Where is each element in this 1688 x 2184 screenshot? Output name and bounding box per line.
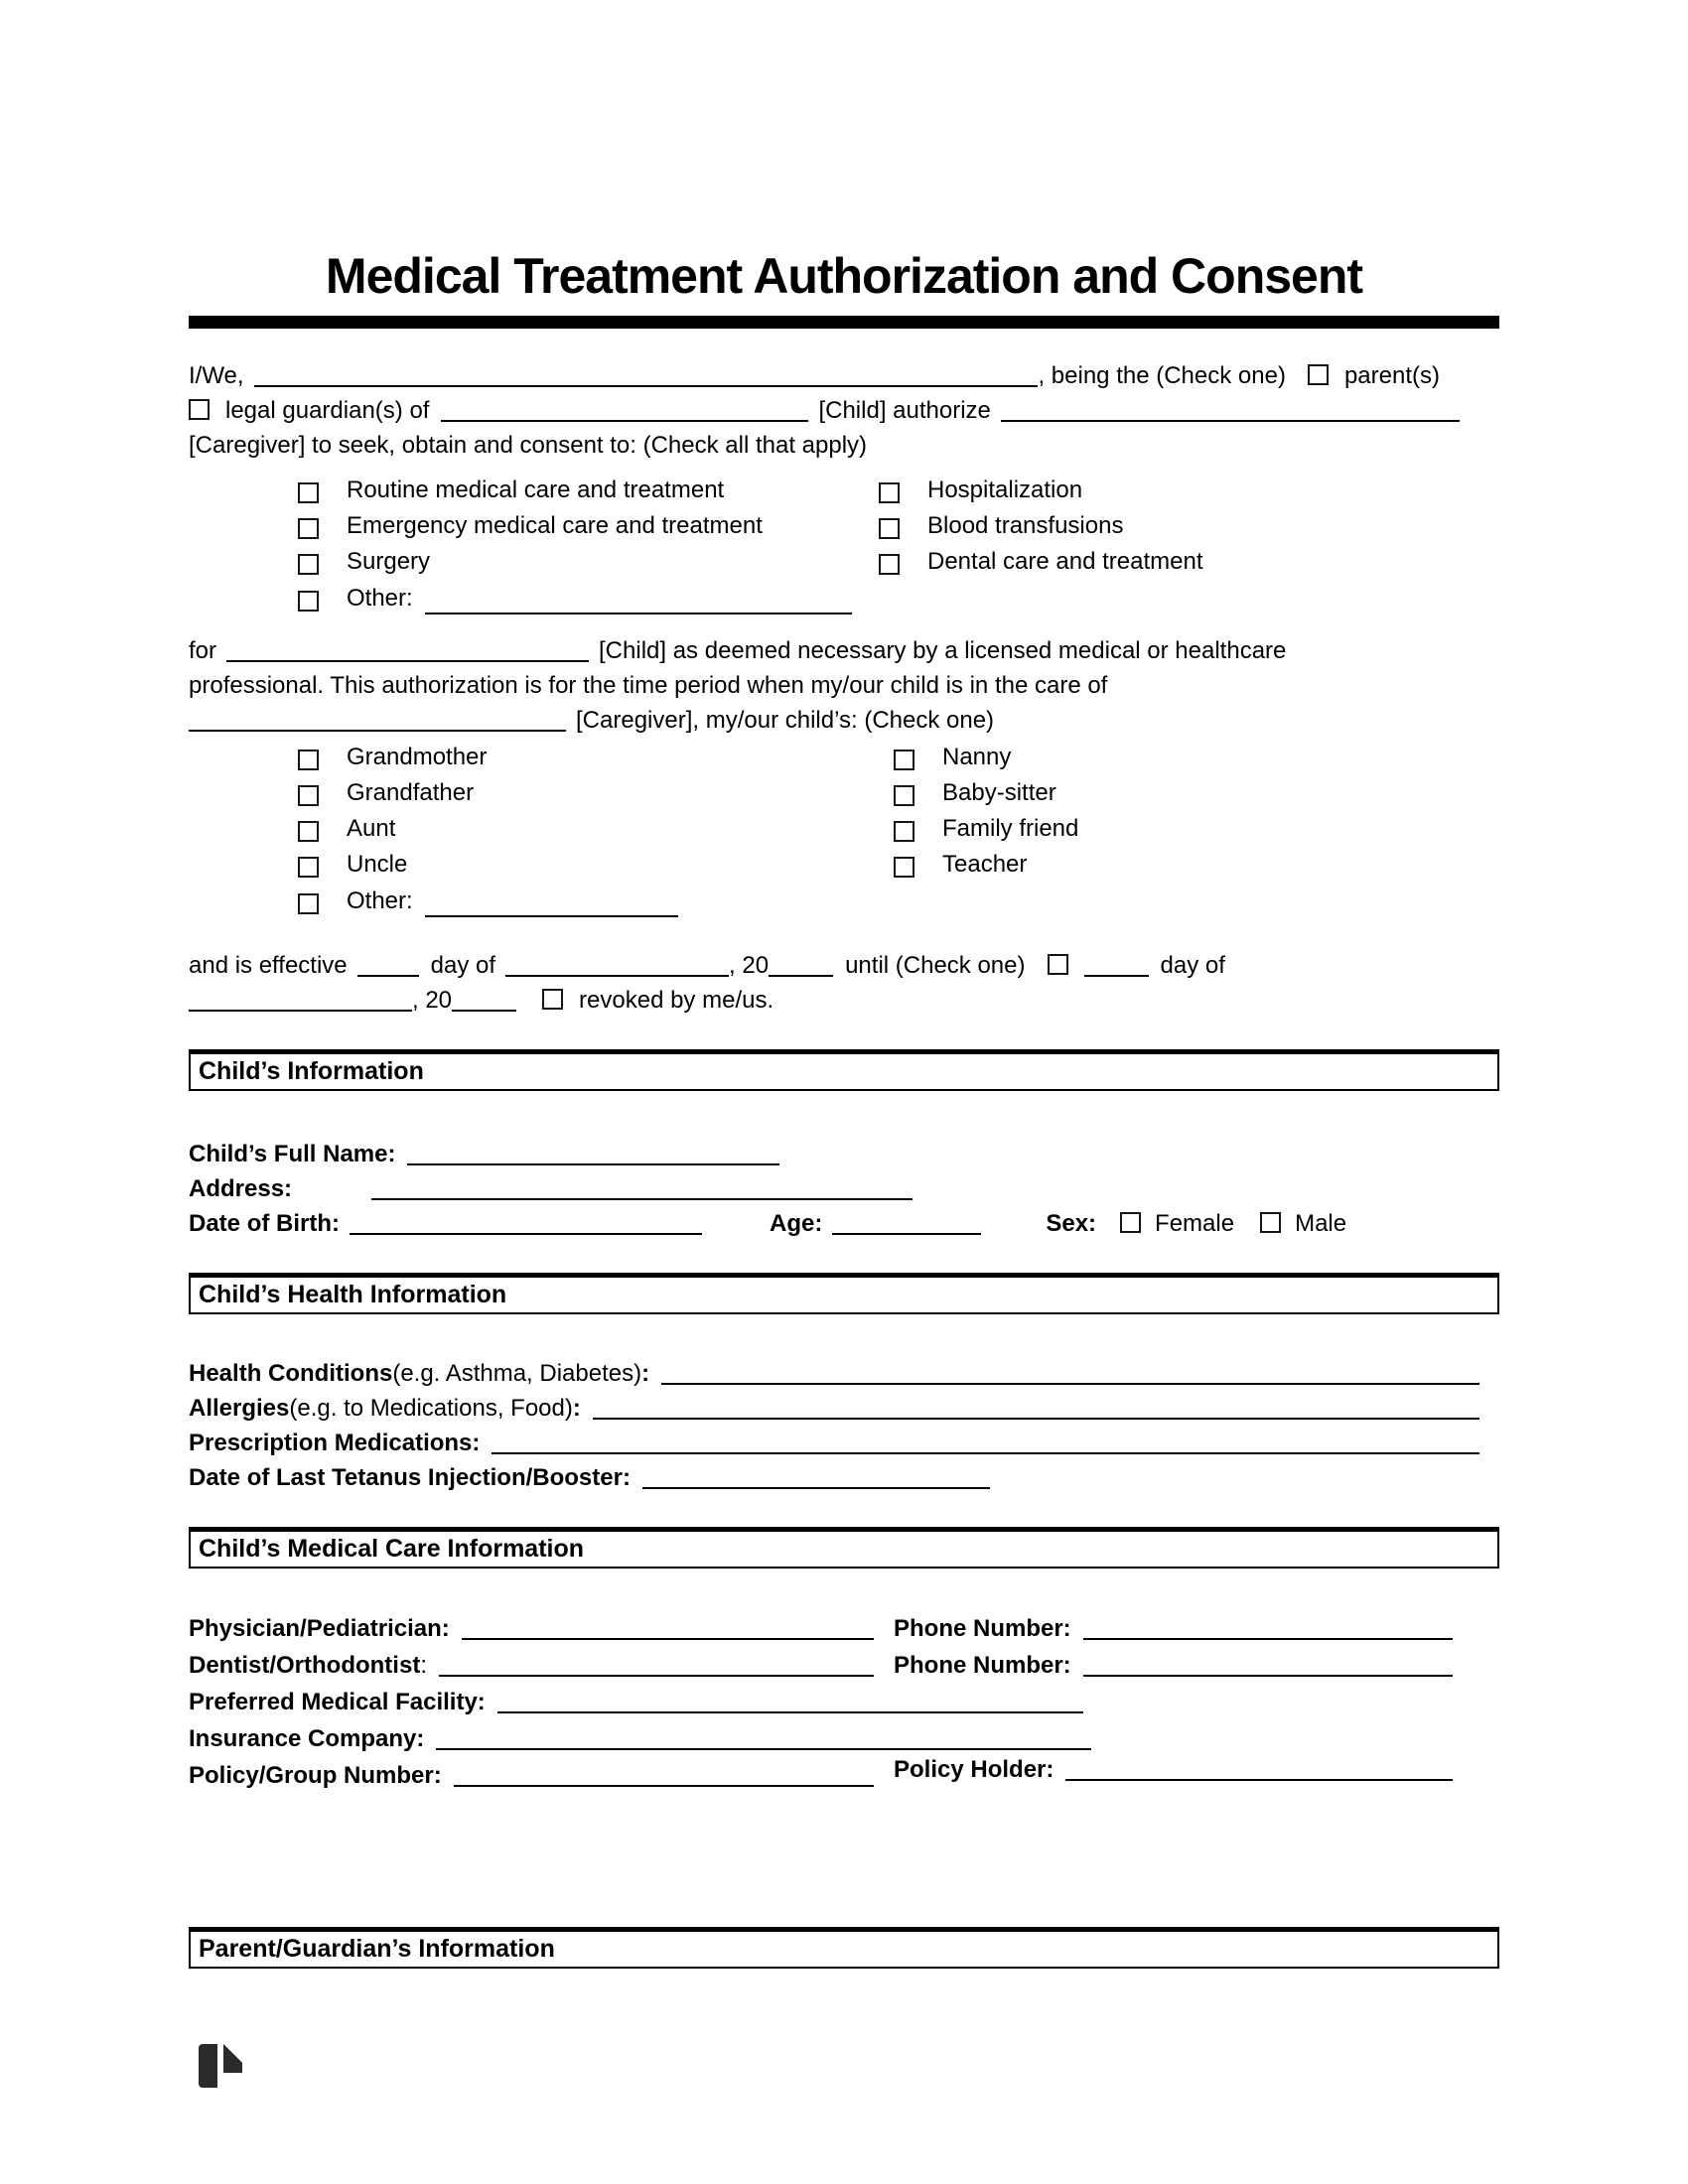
- for-clause-line-1: [189, 633, 1499, 668]
- for-clause-line-2: [189, 668, 1499, 703]
- emergency-medical-care-label: Emergency medical care and treatment: [347, 512, 763, 539]
- blank-until-year[interactable]: [452, 988, 516, 1012]
- health-conditions-label: Health Conditions: [189, 1360, 393, 1387]
- caregiver-clause-label: [Caregiver] to seek, obtain and consent to: (Check all that apply): [189, 432, 868, 459]
- child-full-name-label: Child’s Full Name:: [189, 1141, 396, 1167]
- relation-row-1: [298, 740, 1499, 775]
- policy-holder-label: Policy Holder:: [894, 1756, 1055, 1783]
- surgery-label: Surgery: [347, 548, 431, 575]
- blank-policy-holder[interactable]: [1065, 1757, 1453, 1781]
- blank-child-full-name[interactable]: [407, 1142, 779, 1165]
- for-label: for: [189, 637, 217, 664]
- checkbox-emergency-medical-care[interactable]: [298, 518, 319, 539]
- checkbox-hospitalization[interactable]: [879, 482, 900, 503]
- allergies-hint: (e.g. to Medications, Food): [289, 1395, 573, 1422]
- intro-we-label: I/We,: [189, 362, 244, 389]
- physician-col: [189, 1610, 894, 1647]
- blank-effective-month[interactable]: [505, 953, 729, 977]
- document-content: [189, 0, 1499, 2088]
- checkbox-grandfather[interactable]: [298, 785, 319, 806]
- relation-right-1: [894, 744, 1011, 771]
- relationship-options: [189, 740, 1499, 920]
- legal-templates-logo-icon: [199, 2044, 242, 2088]
- checkbox-male[interactable]: [1260, 1212, 1281, 1233]
- phone-number-label-1: Phone Number:: [894, 1615, 1071, 1642]
- dental-care-label: Dental care and treatment: [927, 548, 1203, 575]
- effective-line-1: [189, 948, 1499, 983]
- address-row: [189, 1171, 1499, 1206]
- family-friend-label: Family friend: [942, 815, 1079, 842]
- dob-label: Date of Birth:: [189, 1210, 340, 1237]
- blank-caregiver-name[interactable]: [1001, 398, 1460, 422]
- age-label: Age:: [770, 1210, 823, 1237]
- blank-effective-day[interactable]: [357, 953, 419, 977]
- consent-right-2: [879, 512, 1123, 540]
- relation-row-2: [298, 775, 1499, 811]
- policy-number-label: Policy/Group Number:: [189, 1762, 442, 1789]
- after-child-label: [Child] as deemed necessary by a licensed medical or healthcare: [599, 637, 1287, 664]
- checkbox-consent-other[interactable]: [298, 591, 319, 612]
- relation-row-4: [298, 847, 1499, 883]
- uncle-label: Uncle: [347, 851, 408, 878]
- hospitalization-label: Hospitalization: [927, 477, 1083, 503]
- policy-row: [189, 1757, 1499, 1794]
- blank-until-month[interactable]: [189, 988, 412, 1012]
- dentist-phone-col: [894, 1647, 1499, 1684]
- child-authorize-label: [Child] authorize: [818, 397, 991, 424]
- nanny-label: Nanny: [942, 744, 1012, 770]
- blank-for-child-name[interactable]: [226, 638, 589, 662]
- allergies-row: [189, 1391, 1499, 1426]
- relation-left-2: [298, 779, 894, 807]
- female-label: Female: [1155, 1210, 1235, 1237]
- parents-label: parent(s): [1343, 362, 1440, 389]
- checkbox-revoked[interactable]: [542, 989, 563, 1010]
- for-clause-line2-label: professional. This authorization is for the time period when my/our child is in the care of: [189, 672, 1108, 699]
- effective-comma-20-1: , 20: [729, 952, 770, 979]
- blank-medications[interactable]: [492, 1431, 1479, 1454]
- blank-address[interactable]: [371, 1176, 913, 1200]
- blank-child-name[interactable]: [441, 398, 808, 422]
- consent-row-1: [298, 473, 1499, 508]
- blank-allergies[interactable]: [593, 1396, 1479, 1420]
- effective-pre-label: and is effective: [189, 952, 348, 979]
- after-caregiver-label: [Caregiver], my/our child’s: (Check one): [576, 707, 995, 734]
- section-child-information: Child’s Information: [189, 1049, 1499, 1091]
- blank-dob[interactable]: [350, 1211, 702, 1235]
- checkbox-female[interactable]: [1120, 1212, 1141, 1233]
- blank-health-conditions[interactable]: [661, 1361, 1479, 1385]
- checkbox-uncle[interactable]: [298, 857, 319, 878]
- aunt-label: Aunt: [347, 815, 396, 842]
- consent-left-2: [298, 512, 879, 540]
- intro-line-2: [189, 393, 1499, 428]
- physician-row: [189, 1610, 1499, 1647]
- for-clause-line-3: [189, 703, 1499, 738]
- checkbox-relation-other[interactable]: [298, 893, 319, 914]
- revoked-label: revoked by me/us.: [579, 987, 774, 1014]
- blank-facility[interactable]: [497, 1690, 1083, 1713]
- consent-row-3: [298, 544, 1499, 580]
- blank-consent-other[interactable]: [425, 591, 852, 614]
- checkbox-dental-care[interactable]: [879, 554, 900, 575]
- title-underline: [189, 316, 1499, 329]
- blank-caregiver-name-2[interactable]: [189, 708, 566, 732]
- routine-medical-care-label: Routine medical care and treatment: [347, 477, 725, 503]
- blank-policy-number[interactable]: [454, 1763, 874, 1787]
- effective-day-of-label-1: day of: [430, 952, 496, 979]
- baby-sitter-label: Baby-sitter: [942, 779, 1056, 806]
- health-conditions-row: [189, 1356, 1499, 1391]
- medications-label: Prescription Medications:: [189, 1430, 481, 1456]
- effective-paragraph: [189, 948, 1499, 1018]
- for-clause-paragraph: [189, 633, 1499, 738]
- relation-row-3: [298, 811, 1499, 847]
- phone-number-label-2: Phone Number:: [894, 1652, 1071, 1679]
- blank-effective-year[interactable]: [769, 953, 833, 977]
- allergies-label: Allergies: [189, 1395, 290, 1422]
- relation-left-other: [298, 887, 894, 915]
- physician-label: Physician/Pediatrician:: [189, 1615, 450, 1642]
- checkbox-routine-medical-care[interactable]: [298, 482, 319, 503]
- effective-day-of-label-2: day of: [1160, 952, 1225, 979]
- blank-until-day[interactable]: [1084, 953, 1149, 977]
- relation-left-4: [298, 851, 894, 879]
- blank-dentist[interactable]: [439, 1653, 874, 1677]
- legal-templates-logo: [199, 2044, 242, 2088]
- address-label: Address:: [189, 1175, 293, 1202]
- checkbox-legal-guardian[interactable]: [189, 399, 210, 420]
- section-child-health-information: Child’s Health Information: [189, 1273, 1499, 1314]
- intro-line-3: [189, 428, 1499, 463]
- checkbox-baby-sitter[interactable]: [894, 785, 914, 806]
- consent-left-3: [298, 548, 879, 576]
- checkbox-nanny[interactable]: [894, 750, 914, 770]
- relation-other-label: Other:: [347, 887, 413, 914]
- until-label: until (Check one): [845, 952, 1026, 979]
- blank-tetanus-date[interactable]: [642, 1465, 990, 1489]
- consent-row-other: [298, 580, 1499, 617]
- dob-row: [189, 1206, 1499, 1241]
- dentist-row: [189, 1647, 1499, 1684]
- grandfather-label: Grandfather: [347, 779, 475, 806]
- blank-insurance[interactable]: [436, 1726, 1091, 1750]
- relation-row-other: [298, 883, 1499, 920]
- consent-right-1: [879, 477, 1082, 504]
- intro-paragraph: [189, 358, 1499, 463]
- blank-phone-1[interactable]: [1083, 1616, 1453, 1640]
- blank-phone-2[interactable]: [1083, 1653, 1453, 1677]
- consent-left-1: [298, 477, 879, 504]
- facility-label: Preferred Medical Facility:: [189, 1689, 486, 1715]
- intro-being-label: , being the (Check one): [1038, 362, 1286, 389]
- blank-age[interactable]: [832, 1211, 981, 1235]
- care-info-fields: [189, 1610, 1499, 1794]
- section-child-medical-care-information: Child’s Medical Care Information: [189, 1527, 1499, 1569]
- relation-right-4: [894, 851, 1027, 879]
- facility-row: [189, 1684, 1499, 1720]
- policy-holder-col: [894, 1751, 1499, 1788]
- effective-line-2: [189, 983, 1499, 1018]
- consent-options: [189, 473, 1499, 617]
- relation-left-3: [298, 815, 894, 843]
- consent-right-3: [879, 548, 1203, 576]
- checkbox-parents[interactable]: [1308, 364, 1329, 385]
- sex-label: Sex:: [1046, 1210, 1097, 1237]
- health-conditions-hint: (e.g. Asthma, Diabetes): [392, 1360, 642, 1387]
- child-info-fields: [189, 1137, 1499, 1241]
- page-title: Medical Treatment Authorization and Consent: [325, 248, 1363, 304]
- male-label: Male: [1295, 1210, 1347, 1237]
- blank-relation-other[interactable]: [425, 893, 678, 917]
- allergies-colon: :: [572, 1395, 581, 1422]
- relation-left-1: [298, 744, 894, 771]
- relation-right-3: [894, 815, 1078, 843]
- relation-right-2: [894, 779, 1056, 807]
- insurance-label: Insurance Company:: [189, 1725, 425, 1752]
- child-full-name-row: [189, 1137, 1499, 1171]
- effective-comma-20-2: , 20: [412, 987, 453, 1014]
- consent-row-2: [298, 508, 1499, 544]
- checkbox-grandmother[interactable]: [298, 750, 319, 770]
- tetanus-label: Date of Last Tetanus Injection/Booster:: [189, 1464, 631, 1491]
- policy-number-col: [189, 1757, 894, 1794]
- checkbox-surgery[interactable]: [298, 554, 319, 575]
- physician-phone-col: [894, 1610, 1499, 1647]
- blank-we-names[interactable]: [254, 363, 1039, 387]
- grandmother-label: Grandmother: [347, 744, 488, 770]
- tetanus-row: [189, 1460, 1499, 1495]
- checkbox-until-date[interactable]: [1048, 954, 1068, 975]
- health-info-fields: [189, 1356, 1499, 1495]
- teacher-label: Teacher: [942, 851, 1028, 878]
- health-conditions-colon: :: [641, 1360, 650, 1387]
- checkbox-teacher[interactable]: [894, 857, 914, 878]
- checkbox-aunt[interactable]: [298, 821, 319, 842]
- blood-transfusions-label: Blood transfusions: [927, 512, 1124, 539]
- dentist-colon: :: [420, 1652, 427, 1679]
- blank-physician[interactable]: [462, 1616, 874, 1640]
- section-parent-guardian-information: Parent/Guardian’s Information: [189, 1927, 1499, 1969]
- checkbox-blood-transfusions[interactable]: [879, 518, 900, 539]
- dentist-label: Dentist/Orthodontist: [189, 1652, 421, 1679]
- checkbox-family-friend[interactable]: [894, 821, 914, 842]
- intro-line-1: [189, 358, 1499, 393]
- medications-row: [189, 1426, 1499, 1460]
- consent-other-label: Other:: [347, 585, 413, 612]
- dentist-col: [189, 1647, 894, 1684]
- consent-left-other: [298, 585, 879, 613]
- legal-guardian-label: legal guardian(s) of: [225, 397, 430, 424]
